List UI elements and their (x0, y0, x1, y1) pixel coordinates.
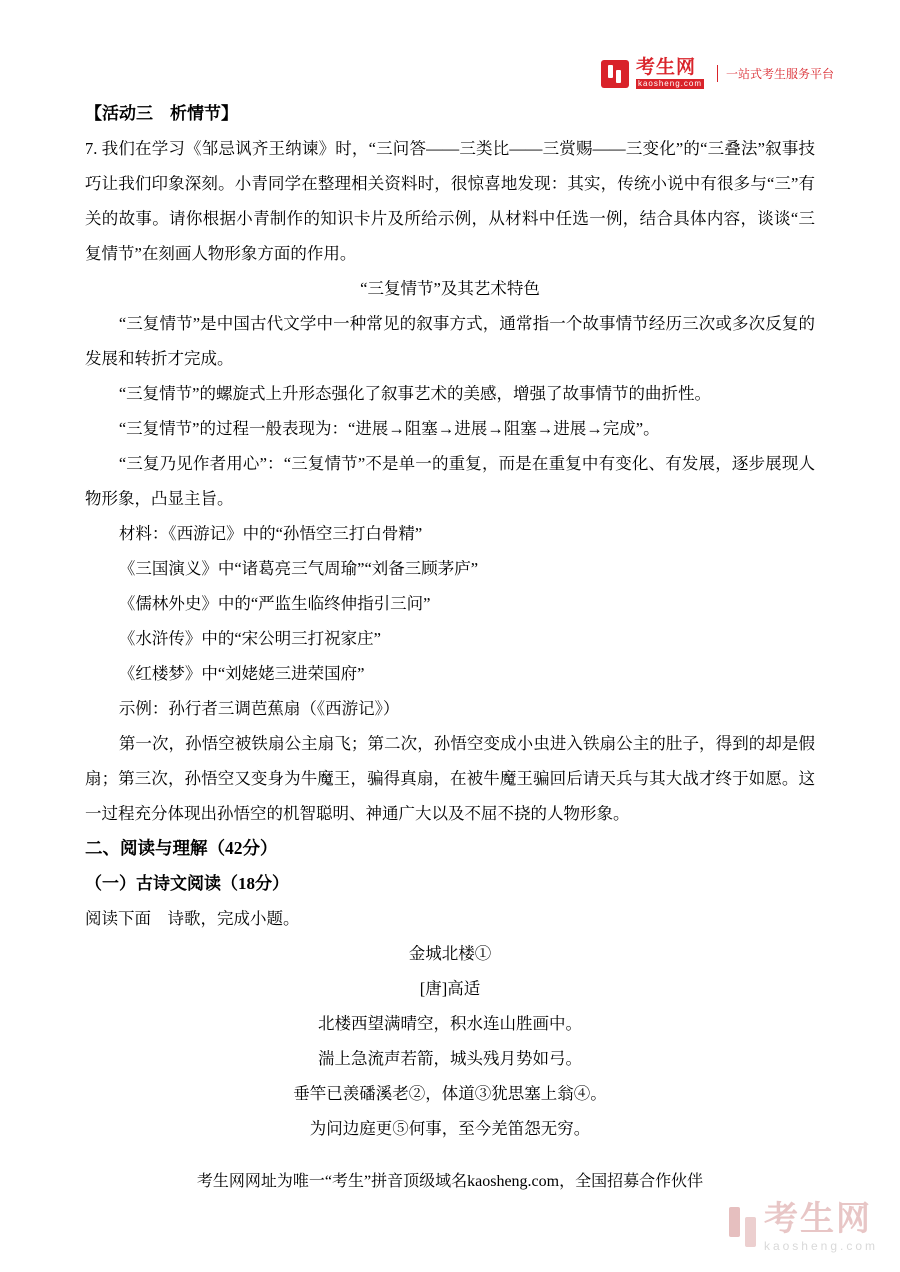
reading-instruction: 阅读下面 诗歌，完成小题。 (85, 909, 300, 928)
card-title: “三复情节”及其艺术特色 (360, 279, 540, 298)
kaosheng-logo-icon (601, 60, 629, 88)
card-paragraph: “三复情节”是中国古代文学中一种常见的叙事方式，通常指一个故事情节经历三次或多次反复的发展和转折才完成。 (85, 314, 815, 368)
material-line: 《红楼梦》中“刘姥姥三进荣国府” (118, 664, 365, 683)
brand-name: 考生网 (635, 57, 696, 78)
brand-domain: kaosheng.com (637, 79, 702, 88)
watermark-text (764, 1202, 878, 1252)
poem-line: 湍上急流声若箭，城头残月势如弓。 (318, 1049, 582, 1068)
section-heading: 二、阅读与理解（42分） (85, 838, 278, 858)
kaosheng-logo (601, 58, 834, 89)
watermark-domain: kaosheng.com (763, 1239, 878, 1253)
brand-tagline: 一站式考生服务平台 (717, 65, 834, 82)
card-paragraph: “三复乃见作者用心”：“三复情节”不是单一的重复，而是在重复中有变化、有发展，逐步展现人物形象，凸显主旨。 (85, 454, 815, 508)
activity-heading: 【活动三 析情节】 (85, 104, 238, 123)
footer-note: 考生网网址为唯一“考生”拼音顶级域名kaosheng.com，全国招募合作伙伴 (196, 1173, 704, 1190)
material-line: 材料：《西游记》中的“孙悟空三打白骨精” (118, 524, 423, 543)
example-text: 第一次，孙悟空被铁扇公主扇飞；第二次，孙悟空变成小虫进入铁扇公主的肚子，得到的却是假扇；第三次，孙悟空又变身为牛魔王，骗得真扇，在被牛魔王骗回后请天兵与其大战才终于如愿。这一过程充分体现出孙悟空的机智聪明、神通广大以及不屈不挠的人物形象。 (85, 734, 815, 823)
watermark (729, 1202, 878, 1252)
watermark-brand-name: 考生网 (763, 1200, 872, 1238)
question-7-text: 7. 我们在学习《邹忌讽齐王纳谏》时，“三问答——三类比——三赏赐——三变化”的“三叠法”叙事技巧让我们印象深刻。小青同学在整理相关资料时，很惊喜地发现：其实，传统小说中有很多与“三”有关的故事。请你根据小青制作的知识卡片及所给示例，从材料中任选一例，结合具体内容，谈谈“三复情节”在刻画人物形象方面的作用。 (85, 139, 815, 263)
brand-text (636, 58, 704, 89)
poem-author: [唐]高适 (419, 979, 481, 998)
watermark-logo-bar (729, 1207, 740, 1237)
material-line: 《水浒传》中的“宋公明三打祝家庄” (118, 629, 381, 648)
example-label: 示例：孙行者三调芭蕉扇（《西游记》） (118, 699, 400, 718)
poem-line: 为问边庭更⑤何事，至今羌笛怨无穷。 (309, 1119, 591, 1138)
poem-line: 北楼西望满晴空，积水连山胜画中。 (318, 1014, 582, 1033)
poem-line: 垂竿已羡磻溪老②，体道③犹思塞上翁④。 (293, 1084, 607, 1103)
logo-bar (608, 65, 613, 78)
logo-bar (616, 70, 621, 83)
card-paragraph: “三复情节”的过程一般表现为：“进展→阻塞→进展→阻塞→进展→完成”。 (118, 419, 660, 438)
subsection-heading: （一）古诗文阅读（18分） (85, 874, 289, 893)
watermark-logo-icon (729, 1207, 756, 1247)
poem-title: 金城北楼① (408, 944, 492, 963)
material-line: 《儒林外史》中的“严监生临终伸指引三问” (118, 594, 431, 613)
material-line: 《三国演义》中“诸葛亮三气周瑜”“刘备三顾茅庐” (118, 559, 479, 578)
document-body (85, 96, 815, 1146)
card-paragraph: “三复情节”的螺旋式上升形态强化了叙事艺术的美感，增强了故事情节的曲折性。 (118, 384, 711, 403)
watermark-logo-bar (745, 1217, 756, 1247)
